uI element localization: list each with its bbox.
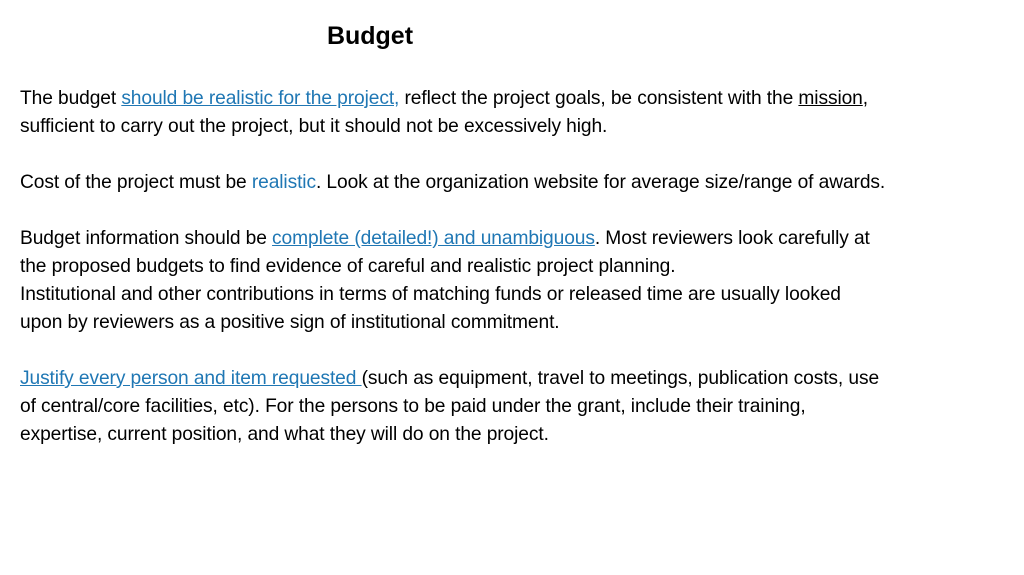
text-line: the proposed budgets to find evidence of careful and realistic project planning. — [20, 256, 676, 277]
link-justify-every-person[interactable]: Justify every person and item requested — [20, 368, 362, 389]
text-line: expertise, current position, and what they will do on the project. — [20, 424, 549, 445]
text-line: sufficient to carry out the project, but it should not be excessively high. — [20, 116, 608, 137]
slide-body — [20, 85, 1010, 449]
link-complete-unambiguous[interactable]: complete (detailed!) and unambiguous — [272, 228, 595, 249]
text-line — [20, 169, 1010, 197]
link-realistic-for-project[interactable]: should be realistic for the project, — [121, 88, 400, 109]
paragraph-budget-information — [20, 225, 1010, 337]
text-run: (such as equipment, travel to meetings, publication costs, use — [361, 368, 880, 389]
text-line — [20, 225, 1010, 253]
text-line — [20, 85, 1010, 113]
highlight-realistic: realistic — [251, 172, 316, 193]
text-line: of central/core facilities, etc). For the persons to be paid under the grant, include their training, — [20, 396, 806, 417]
text-line — [20, 365, 1010, 393]
paragraph-realistic-budget — [20, 85, 1010, 141]
link-mission[interactable]: mission — [798, 88, 863, 109]
text-run: reflect the project goals, be consistent with the — [399, 88, 799, 109]
text-run: The budget — [20, 88, 122, 109]
text-run: . Look at the organization website for average size/range of awards. — [315, 172, 886, 193]
paragraph-cost — [20, 169, 1010, 197]
paragraph-justify — [20, 365, 1010, 449]
text-line: upon by reviewers as a positive sign of institutional commitment. — [20, 312, 560, 333]
text-run: Budget information should be — [20, 228, 273, 249]
text-run: . Most reviewers look carefully at — [594, 228, 870, 249]
text-run: , — [862, 88, 868, 109]
text-run: Cost of the project must be — [20, 172, 252, 193]
text-line: Institutional and other contributions in terms of matching funds or released time are usually looked — [20, 284, 841, 305]
slide-title: Budget — [326, 22, 414, 50]
